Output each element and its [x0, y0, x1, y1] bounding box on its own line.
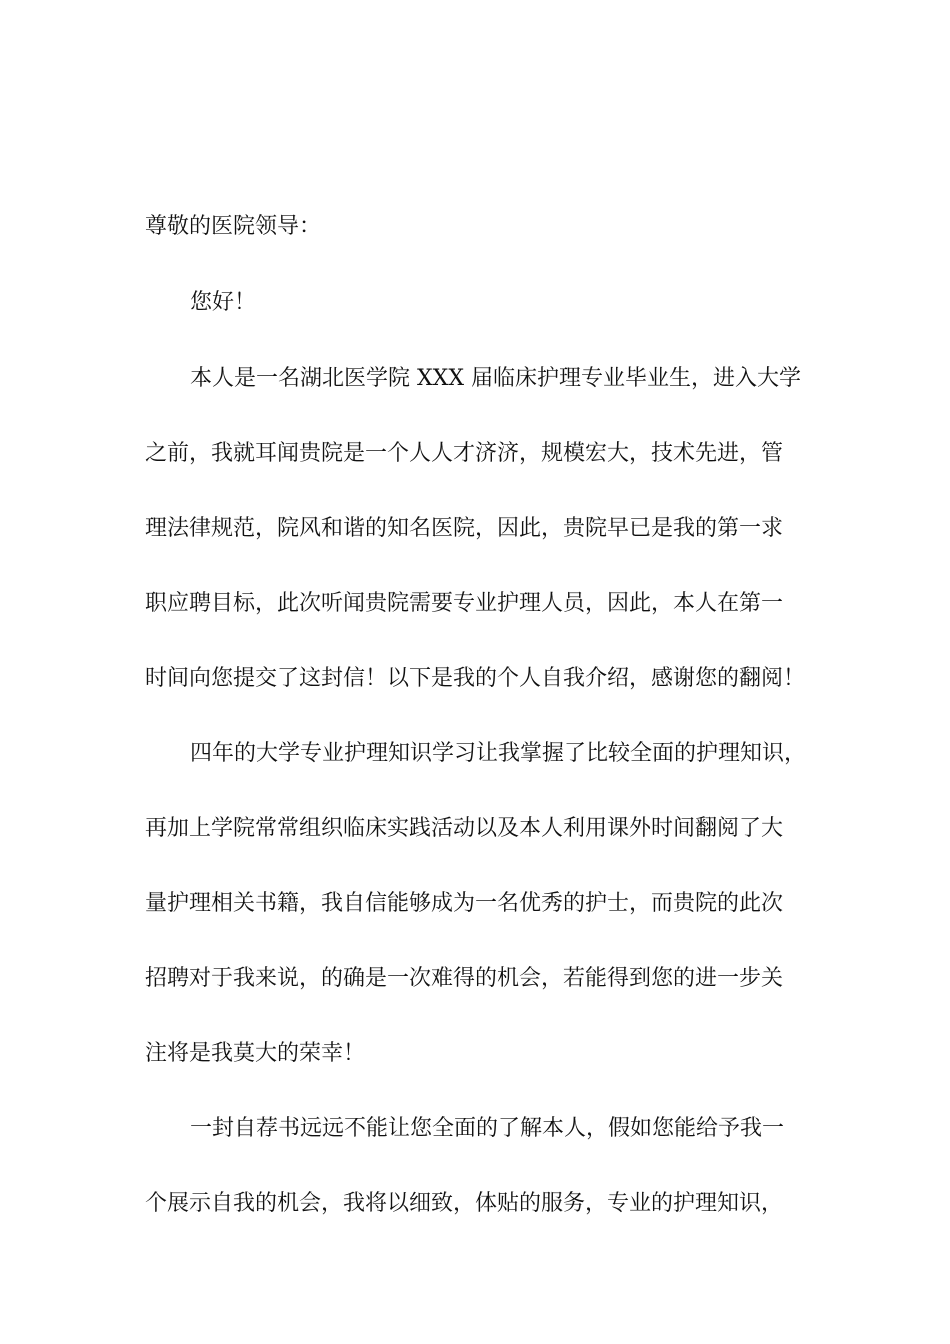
salutation: 尊敬的医院领导：	[145, 214, 322, 239]
paragraph-2-line-4: 招聘对于我来说，的确是一次难得的机会，若能得到您的进一步关	[145, 966, 784, 991]
paragraph-2-line-2: 再加上学院常常组织临床实践活动以及本人利用课外时间翻阅了大	[145, 816, 784, 841]
paragraph-1-line-5: 时间向您提交了这封信！以下是我的个人自我介绍，感谢您的翻阅！	[145, 666, 806, 691]
paragraph-3-line-1: 一封自荐书远远不能让您全面的了解本人，假如您能给予我一	[190, 1116, 785, 1141]
paragraph-3-line-2: 个展示自我的机会，我将以细致，体贴的服务，专业的护理知识，	[145, 1191, 784, 1216]
paragraph-2-line-3: 量护理相关书籍，我自信能够成为一名优秀的护士，而贵院的此次	[145, 891, 784, 916]
paragraph-1-line-1: 本人是一名湖北医学院 XXX 届临床护理专业毕业生，进入大学	[190, 366, 801, 391]
paragraph-1-line-4: 职应聘目标，此次听闻贵院需要专业护理人员，因此，本人在第一	[145, 591, 784, 616]
paragraph-1-line-3: 理法律规范，院风和谐的知名医院，因此，贵院早已是我的第一求	[145, 516, 784, 541]
paragraph-1-line-2: 之前，我就耳闻贵院是一个人人才济济，规模宏大，技术先进，管	[145, 441, 784, 466]
paragraph-2-line-1: 四年的大学专业护理知识学习让我掌握了比较全面的护理知识，	[190, 741, 807, 766]
paragraph-2-line-5: 注将是我莫大的荣幸！	[145, 1041, 366, 1066]
greeting: 您好！	[190, 290, 257, 315]
